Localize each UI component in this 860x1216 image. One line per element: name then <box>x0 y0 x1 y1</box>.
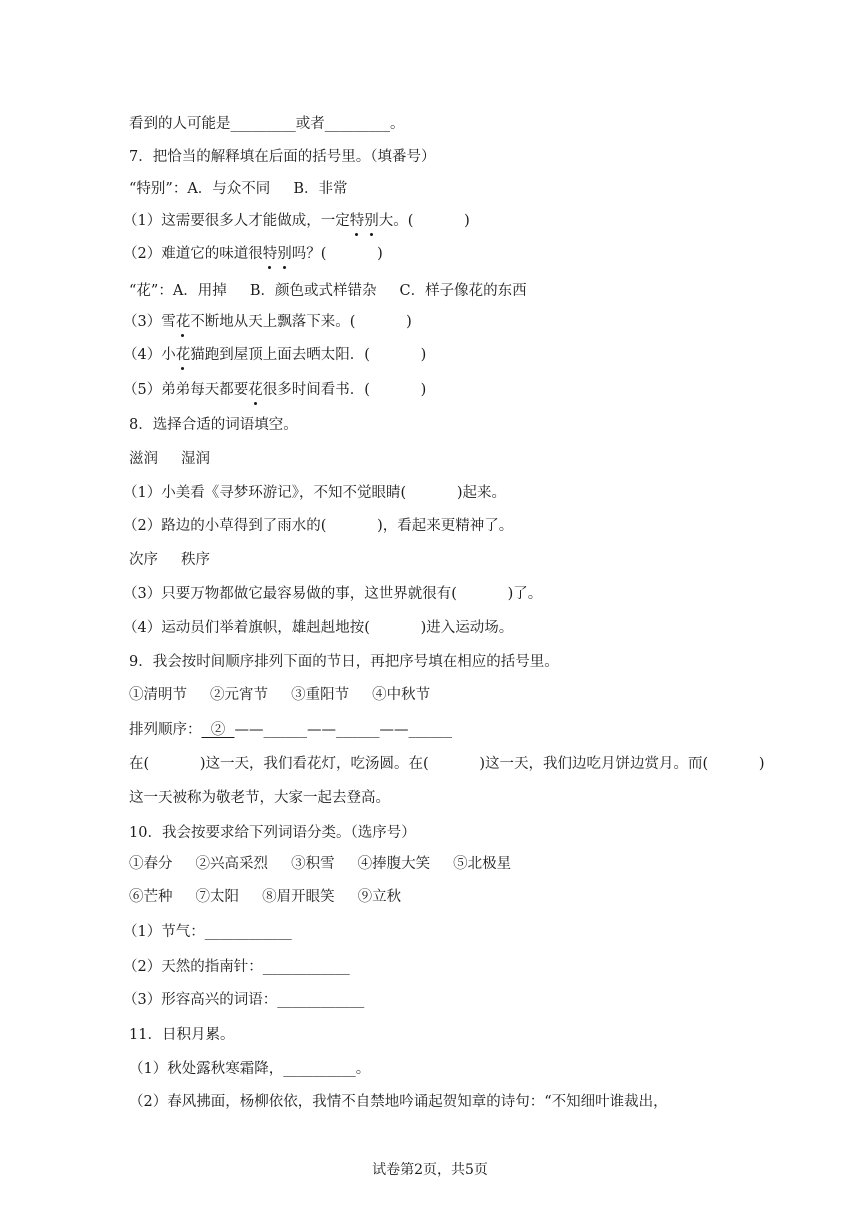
line-text: （2）路边的小草得到了雨水的( )，看起来更精神了。 <box>123 518 514 534</box>
line-text: 8．选择合适的词语填空。 <box>129 417 298 433</box>
line-text: 这一天被称为敬老节，大家一起去登高。 <box>129 790 390 806</box>
line-text: 9．我会按时间顺序排列下面的节日，再把序号填在相应的括号里。 <box>129 654 559 670</box>
line-text: ⑥芒种 ⑦太阳 ⑧眉开眼笑 ⑨立秋 <box>129 889 402 905</box>
dotted-char: 特 <box>263 242 278 266</box>
text-line <box>0 481 860 505</box>
text-line <box>0 988 860 1012</box>
line-text: ①清明节 ②元宵节 ③重阳节 ④中秋节 <box>129 687 431 703</box>
text-line <box>0 582 860 606</box>
page-footer: 试卷第2页，共5页 <box>372 1162 488 1178</box>
dotted-char: 别 <box>364 209 379 233</box>
filled-answer: ② <box>201 722 235 738</box>
line-text: （1）小美看《寻梦环游记》，不知不觉眼睛( )起来。 <box>123 485 506 501</box>
text-line <box>0 920 860 944</box>
line-text: 10．我会按要求给下列词语分类。（选序号） <box>129 825 416 841</box>
text-line <box>0 112 860 136</box>
text-line <box>0 718 860 742</box>
line-text-suffix: 猫跑到屋顶上面去晒太阳．( ) <box>190 347 427 363</box>
emphasized-word <box>248 382 263 398</box>
line-text: 滋润 湿润 <box>129 451 211 467</box>
text-line <box>0 852 860 876</box>
emphasized-word <box>263 246 292 262</box>
line-text-suffix: 大。( ) <box>378 213 470 229</box>
text-line <box>0 650 860 674</box>
line-text-suffix: 吗？( ) <box>291 246 383 262</box>
text-line <box>0 683 860 707</box>
text-line <box>0 413 860 437</box>
line-text-prefix: （2）难道它的味道很 <box>123 246 263 262</box>
line-text: （2）天然的指南针：____________ <box>123 959 350 975</box>
line-text-prefix: （3）雪 <box>123 314 176 330</box>
text-line <box>0 885 860 909</box>
text-line <box>0 1057 860 1081</box>
line-text-suffix: 很多时间看书．( ) <box>262 382 427 398</box>
text-line <box>0 310 860 334</box>
text-line <box>0 1023 860 1047</box>
text-line <box>0 177 860 201</box>
line-text: 11．日积月累。 <box>129 1027 235 1043</box>
line-text: 在( )这一天，我们看花灯，吃汤圆。在( )这一天，我们边吃月饼边赏月。而( ) <box>129 756 765 772</box>
line-text-suffix: 不断地从天上飘落下来。( ) <box>190 314 412 330</box>
line-text: ①春分 ②兴高采烈 ③积雪 ④捧腹大笑 ⑤北极星 <box>129 856 512 872</box>
text-line <box>0 548 860 572</box>
dotted-char: 花 <box>176 310 191 334</box>
line-text-prefix: （4）小 <box>123 347 176 363</box>
text-line <box>0 955 860 979</box>
text-line <box>0 447 860 471</box>
line-text: （2）春风拂面，杨柳依依，我情不自禁地吟诵起贺知章的诗句：“不知细叶谁裁出， <box>129 1094 668 1110</box>
line-text-suffix: ——______——______——______ <box>234 722 452 738</box>
text-line <box>0 378 860 402</box>
text-line <box>0 821 860 845</box>
line-text: 次序 秩序 <box>129 552 211 568</box>
emphasized-word <box>350 213 379 229</box>
text-line <box>0 1090 860 1114</box>
text-line <box>0 242 860 266</box>
emphasized-word <box>176 347 191 363</box>
dotted-char: 特 <box>350 209 365 233</box>
line-text: 7．把恰当的解释填在后面的括号里。（填番号） <box>129 149 436 165</box>
line-text: （3）只要万物都做它最容易做的事，这世界就很有( )了。 <box>123 586 543 602</box>
line-text-prefix: （1）这需要很多人才能做成，一定 <box>123 213 350 229</box>
text-line <box>0 279 860 303</box>
text-line <box>0 616 860 640</box>
dotted-char: 花 <box>248 378 263 402</box>
text-line <box>0 752 860 776</box>
dotted-char: 花 <box>176 343 191 367</box>
text-line <box>0 343 860 367</box>
emphasized-word <box>176 314 191 330</box>
line-text-prefix: （5）弟弟每天都要 <box>123 382 249 398</box>
dotted-char: 别 <box>277 242 292 266</box>
line-text: 看到的人可能是_________或者_________。 <box>129 116 405 132</box>
line-text: （1）秋处露秋寒霜降，__________。 <box>129 1061 371 1077</box>
text-line <box>0 145 860 169</box>
text-line <box>0 209 860 233</box>
line-text: （1）节气：____________ <box>123 924 292 940</box>
line-text: （3）形容高兴的词语：____________ <box>123 992 365 1008</box>
line-text-prefix: 排列顺序： <box>129 722 202 738</box>
line-text: “特别”：A．与众不同 B．非常 <box>129 181 348 197</box>
line-text: （4）运动员们举着旗帜，雄赳赳地按( )进入运动场。 <box>123 620 514 636</box>
text-line <box>0 514 860 538</box>
line-text: “花”：A．用掉 B．颜色或式样错杂 C．样子像花的东西 <box>129 283 527 299</box>
text-line <box>0 786 860 810</box>
